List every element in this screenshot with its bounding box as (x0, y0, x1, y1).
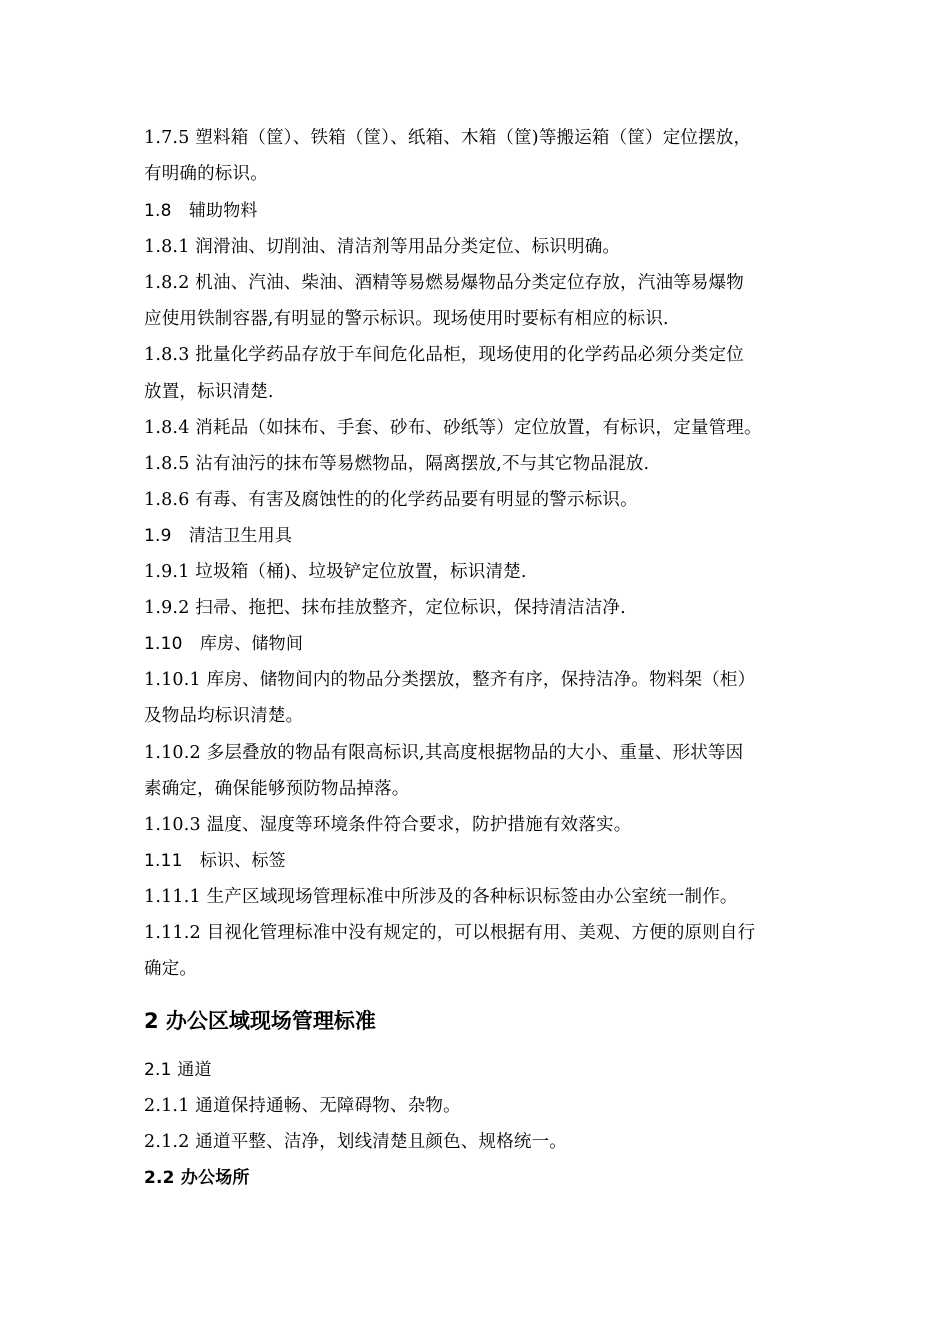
text-line-2-1-2: 2.1.2 通道平整、洁净，划线清楚且颜色、规格统一。 (144, 1132, 567, 1152)
text-line-1-8-4: 1.8.4 消耗品（如抹布、手套、砂布、砂纸等）定位放置，有标识，定量管理。 (144, 418, 762, 438)
text-line-1-10-1-cont: 及物品均标识清楚。 (144, 706, 304, 726)
text-line-2-1-1: 2.1.1 通道保持通畅、无障碍物、杂物。 (144, 1096, 461, 1116)
heading-1-9: 1.9 清洁卫生用具 (144, 526, 293, 546)
text-line-1-11-2-cont: 确定。 (144, 959, 198, 979)
text-line-1-8-3-cont: 放置，标识清楚. (144, 382, 274, 402)
heading-1-11: 1.11 标识、标签 (144, 851, 286, 871)
text-line-1-9-2: 1.9.2 扫帚、拖把、抹布挂放整齐，定位标识，保持清洁洁净. (144, 598, 626, 618)
text-line-1-8-2-cont: 应使用铁制容器,有明显的警示标识。现场使用时要标有相应的标识. (144, 309, 669, 329)
text-line-1-8-2: 1.8.2 机油、汽油、柴油、酒精等易燃易爆物品分类定位存放，汽油等易爆物 (144, 273, 744, 293)
text-line-1-8-1: 1.8.1 润滑油、切削油、清洁剂等用品分类定位、标识明确。 (144, 237, 621, 257)
text-line-1-8-5: 1.8.5 沾有油污的抹布等易燃物品，隔离摆放,不与其它物品混放. (144, 454, 650, 474)
text-line-1-8-3: 1.8.3 批量化学药品存放于车间危化品柜，现场使用的化学药品必须分类定位 (144, 345, 744, 365)
text-line-1-10-3: 1.10.3 温度、湿度等环境条件符合要求，防护措施有效落实。 (144, 815, 632, 835)
heading-2-1: 2.1 通道 (144, 1060, 212, 1080)
text-line-1-10-2-cont: 素确定，确保能够预防物品掉落。 (144, 779, 410, 799)
text-line-1-10-2: 1.10.2 多层叠放的物品有限高标识,其高度根据物品的大小、重量、形状等因 (144, 743, 744, 763)
heading-2-2: 2.2 办公场所 (144, 1168, 250, 1188)
text-line-1-11-1: 1.11.1 生产区域现场管理标准中所涉及的各种标识标签由办公室统一制作。 (144, 887, 738, 907)
text-line-1-9-1: 1.9.1 垃圾箱（桶)、垃圾铲定位放置，标识清楚. (144, 562, 527, 582)
heading-1-10: 1.10 库房、储物间 (144, 634, 304, 654)
text-line-1-10-1: 1.10.1 库房、储物间内的物品分类摆放，整齐有序，保持洁净。物料架（柜） (144, 670, 756, 690)
text-line-1-7-5-cont: 有明确的标识。 (144, 164, 268, 184)
text-line-1-11-2: 1.11.2 目视化管理标准中没有规定的，可以根据有用、美观、方便的原则自行 (144, 923, 756, 943)
text-line-1-8-6: 1.8.6 有毒、有害及腐蚀性的的化学药品要有明显的警示标识。 (144, 490, 638, 510)
text-line-1-7-5: 1.7.5 塑料箱（筐）、铁箱（筐）、纸箱、木箱（筐)等搬运箱（筐）定位摆放， (144, 128, 752, 148)
heading-1-8: 1.8 辅助物料 (144, 201, 258, 221)
section-title-2: 2 办公区域现场管理标准 (144, 1009, 376, 1033)
